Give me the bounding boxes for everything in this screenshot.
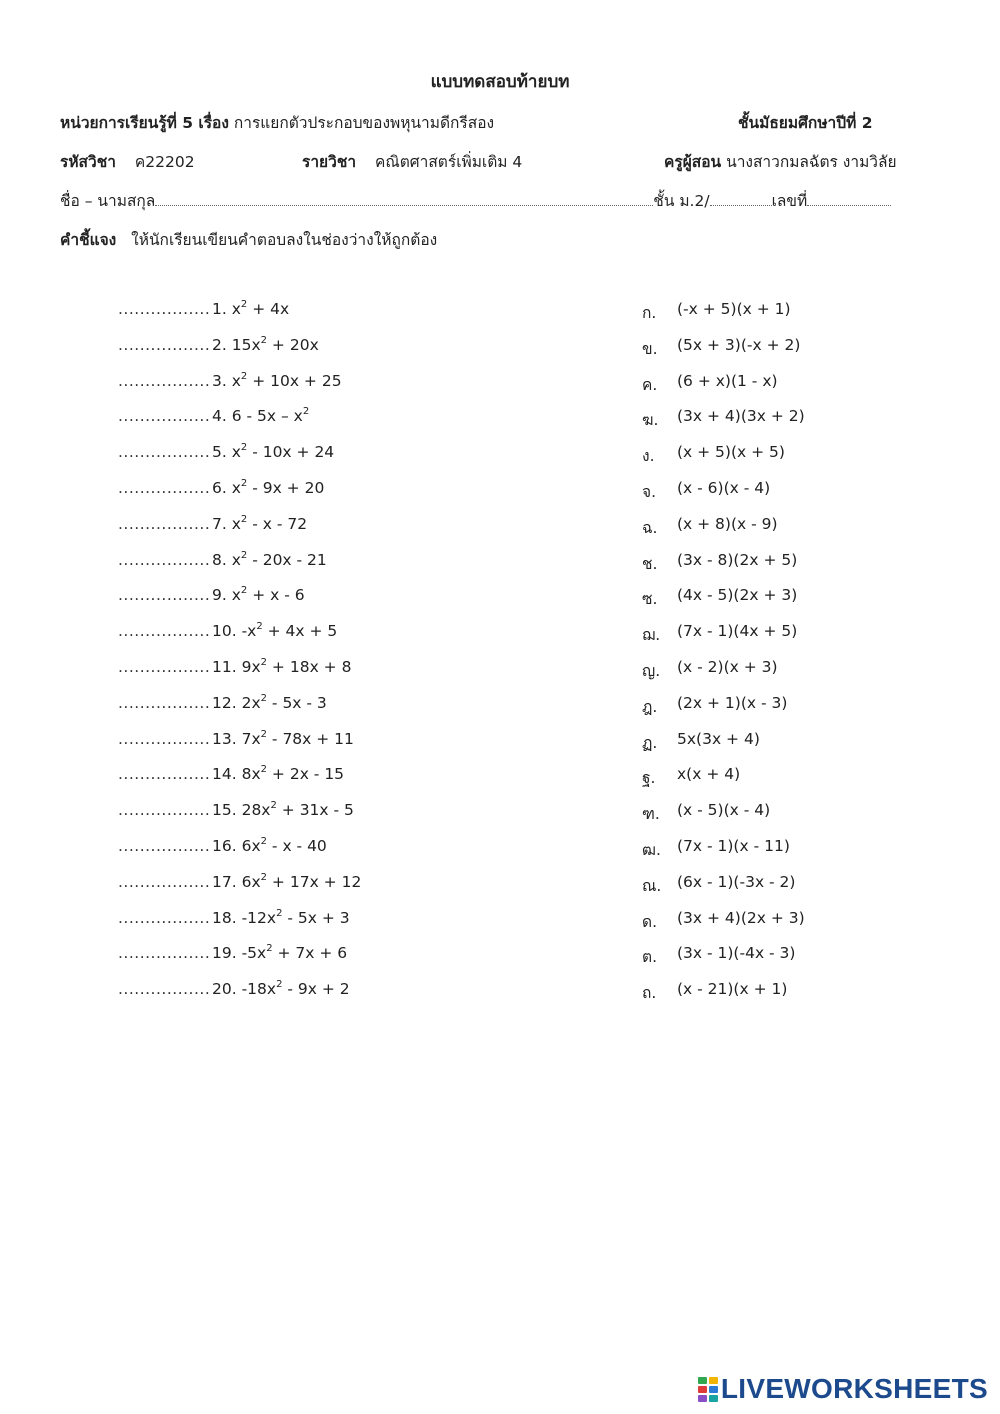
choice-text: (x - 2)(x + 3) bbox=[677, 658, 778, 676]
choice-letter: ค. bbox=[642, 375, 658, 394]
question-row bbox=[0, 515, 1000, 545]
answer-blank[interactable]: ................. bbox=[118, 837, 211, 855]
question-row bbox=[0, 658, 1000, 688]
class-field[interactable] bbox=[710, 191, 772, 206]
question-text-rest: + 17x + 12 bbox=[267, 872, 362, 891]
question-row bbox=[0, 694, 1000, 724]
exponent: 2 bbox=[240, 370, 248, 382]
exponent: 2 bbox=[260, 334, 267, 346]
choice-letter: ฎ. bbox=[642, 697, 658, 716]
choice-letter: ฏ. bbox=[642, 733, 658, 752]
choice-text: (6 + x)(1 - x) bbox=[677, 371, 778, 390]
choice-letter: ถ. bbox=[642, 984, 657, 1003]
question-expression bbox=[212, 372, 342, 390]
code-line bbox=[60, 149, 195, 174]
choice-text: (5x + 3)(-x + 2) bbox=[677, 335, 801, 354]
exponent: 2 bbox=[260, 836, 267, 847]
question-expression bbox=[212, 443, 334, 461]
answer-blank[interactable]: ................. bbox=[118, 335, 211, 354]
exponent: 2 bbox=[276, 907, 283, 919]
choice-letter: ช. bbox=[642, 554, 658, 573]
exponent: 2 bbox=[240, 442, 248, 454]
answer-blank[interactable]: ................. bbox=[118, 729, 211, 748]
question-text-rest: - 20x - 21 bbox=[247, 550, 327, 569]
question-text-rest: - 10x + 24 bbox=[247, 443, 335, 462]
question-text-rest: + 20x bbox=[267, 335, 319, 354]
answer-blank[interactable]: ................. bbox=[118, 622, 211, 641]
question-text: 19. -5x bbox=[212, 944, 267, 963]
answer-blank[interactable]: ................. bbox=[118, 300, 211, 318]
teacher-value: นางสาวกมลฉัตร งามวิลัย bbox=[726, 153, 897, 171]
question-row bbox=[0, 622, 1000, 652]
liveworksheets-icon bbox=[698, 1377, 718, 1402]
question-text-rest: - 5x - 3 bbox=[267, 693, 327, 712]
choice-text: (4x - 5)(2x + 3) bbox=[677, 586, 798, 605]
answer-blank[interactable]: ................. bbox=[118, 479, 211, 497]
question-expression bbox=[212, 873, 361, 891]
choice-text: (3x + 4)(3x + 2) bbox=[677, 407, 805, 426]
number-field[interactable] bbox=[807, 191, 891, 206]
exponent: 2 bbox=[260, 728, 267, 740]
choice-text: (x + 5)(x + 5) bbox=[677, 443, 785, 462]
exponent: 2 bbox=[240, 513, 248, 525]
liveworksheets-logo bbox=[698, 1373, 988, 1405]
question-text: 1. x bbox=[212, 300, 241, 318]
question-expression bbox=[212, 407, 309, 425]
choice-letter: ฐ. bbox=[642, 769, 656, 788]
choice-letter: ต. bbox=[642, 948, 657, 967]
choice-text: (3x - 8)(2x + 5) bbox=[677, 550, 798, 569]
exponent: 2 bbox=[260, 692, 267, 704]
question-row bbox=[0, 980, 1000, 1010]
question-expression bbox=[212, 586, 305, 604]
choice-letter: ฒ. bbox=[642, 841, 661, 859]
choice-text: x(x + 4) bbox=[677, 765, 741, 784]
logo-block bbox=[709, 1377, 718, 1384]
logo-block bbox=[698, 1377, 707, 1384]
question-text-rest: + 4x + 5 bbox=[262, 622, 338, 641]
answer-blank[interactable]: ................. bbox=[118, 550, 211, 569]
question-text: 20. -18x bbox=[212, 980, 277, 999]
question-text-rest: + 10x + 25 bbox=[247, 371, 342, 390]
question-text-rest: + 31x - 5 bbox=[276, 801, 354, 820]
question-expression bbox=[212, 622, 337, 640]
question-text: 5. x bbox=[212, 443, 241, 462]
exponent: 2 bbox=[240, 549, 248, 561]
subject-label: รายวิชา bbox=[302, 153, 357, 171]
question-text: 17. 6x bbox=[212, 872, 261, 891]
question-text-rest: + x - 6 bbox=[247, 586, 305, 605]
teacher-line bbox=[664, 149, 897, 174]
answer-blank[interactable]: ................. bbox=[118, 371, 211, 390]
choice-letter: ฌ. bbox=[642, 626, 661, 645]
unit-label: หน่วยการเรียนรู้ที่ 5 เรื่อง bbox=[60, 114, 229, 132]
choice-text: (x - 21)(x + 1) bbox=[677, 980, 788, 999]
question-text: 4. 6 - 5x – x bbox=[212, 407, 303, 426]
question-text-rest: - 9x + 2 bbox=[282, 980, 350, 999]
question-expression bbox=[212, 694, 327, 712]
question-expression bbox=[212, 944, 347, 962]
logo-block bbox=[709, 1395, 718, 1402]
logo-block bbox=[709, 1386, 718, 1393]
question-text-rest: + 2x - 15 bbox=[267, 765, 345, 784]
question-text: 13. 7x bbox=[212, 729, 261, 748]
choice-text: (7x - 1)(4x + 5) bbox=[677, 622, 798, 641]
answer-blank[interactable]: ................. bbox=[118, 944, 211, 963]
answer-blank[interactable]: ................. bbox=[118, 908, 211, 927]
question-text: 8. x bbox=[212, 550, 241, 569]
choice-text: (x + 8)(x - 9) bbox=[677, 514, 778, 533]
choice-text: (3x - 1)(-4x - 3) bbox=[677, 944, 796, 963]
question-row bbox=[0, 300, 1000, 330]
code-label: รหัสวิชา bbox=[60, 153, 116, 171]
choice-text: (2x + 1)(x - 3) bbox=[677, 693, 788, 712]
answer-blank[interactable]: ................. bbox=[118, 872, 211, 891]
question-text-rest: + 18x + 8 bbox=[267, 658, 352, 676]
question-expression bbox=[212, 765, 344, 783]
choice-letter: ฉ. bbox=[642, 518, 658, 537]
question-row bbox=[0, 730, 1000, 760]
question-text: 3. x bbox=[212, 371, 241, 390]
subject-value: คณิตศาสตร์เพิ่มเติม 4 bbox=[374, 153, 523, 171]
question-text-rest: - x - 72 bbox=[247, 514, 308, 533]
code-value: ค22202 bbox=[134, 153, 195, 171]
exponent: 2 bbox=[260, 657, 267, 668]
question-expression bbox=[212, 479, 324, 497]
question-text: 6. x bbox=[212, 479, 241, 497]
choice-letter: ฑ. bbox=[642, 805, 660, 824]
exponent: 2 bbox=[256, 621, 263, 633]
logo-block bbox=[698, 1386, 707, 1393]
question-text: 15. 28x bbox=[212, 801, 271, 820]
name-field[interactable] bbox=[155, 191, 653, 206]
instruction-line bbox=[60, 227, 437, 252]
question-row bbox=[0, 837, 1000, 867]
worksheet-title: แบบทดสอบท้ายบท bbox=[430, 72, 570, 92]
question-text-rest: - 9x + 20 bbox=[247, 479, 325, 497]
question-text-rest: + 7x + 6 bbox=[272, 944, 348, 963]
question-row bbox=[0, 443, 1000, 473]
question-text-rest: - x - 40 bbox=[267, 837, 327, 855]
question-expression bbox=[212, 336, 319, 354]
exponent: 2 bbox=[260, 871, 267, 883]
question-text: 9. x bbox=[212, 586, 241, 605]
question-row bbox=[0, 801, 1000, 831]
exponent: 2 bbox=[260, 764, 267, 776]
question-text: 2. 15x bbox=[212, 335, 261, 354]
choice-letter: ณ. bbox=[642, 876, 662, 895]
question-expression bbox=[212, 801, 354, 819]
question-expression bbox=[212, 551, 327, 569]
question-text: 10. -x bbox=[212, 622, 257, 641]
question-row bbox=[0, 765, 1000, 795]
question-row bbox=[0, 372, 1000, 402]
exponent: 2 bbox=[240, 299, 248, 310]
question-text: 18. -12x bbox=[212, 908, 277, 927]
question-expression bbox=[212, 300, 289, 318]
question-row bbox=[0, 479, 1000, 509]
logo-block bbox=[698, 1395, 707, 1402]
answer-blank[interactable]: ................. bbox=[118, 443, 211, 462]
grade-label: ชั้นมัธยมศึกษาปีที่ 2 bbox=[738, 114, 873, 132]
question-expression bbox=[212, 730, 354, 748]
unit-value: การแยกตัวประกอบของพหุนามดีกรีสอง bbox=[233, 114, 495, 132]
question-expression bbox=[212, 909, 350, 927]
choice-letter: ง. bbox=[642, 447, 655, 466]
answer-blank[interactable]: ................. bbox=[118, 693, 211, 712]
answer-blank[interactable]: ................. bbox=[118, 765, 211, 784]
exponent: 2 bbox=[270, 800, 277, 812]
answer-blank[interactable]: ................. bbox=[118, 586, 211, 605]
question-row bbox=[0, 944, 1000, 974]
answer-blank[interactable]: ................. bbox=[118, 514, 211, 533]
question-text: 16. 6x bbox=[212, 837, 261, 855]
question-text: 12. 2x bbox=[212, 693, 261, 712]
exponent: 2 bbox=[240, 585, 248, 597]
choice-text: (x - 5)(x - 4) bbox=[677, 801, 771, 820]
choice-letter: ด. bbox=[642, 912, 657, 931]
question-text-rest: + 4x bbox=[247, 300, 290, 318]
answer-blank[interactable]: ................. bbox=[118, 407, 211, 426]
question-row bbox=[0, 407, 1000, 437]
choice-text: (7x - 1)(x - 11) bbox=[677, 837, 790, 855]
question-text-rest: - 5x + 3 bbox=[282, 908, 350, 927]
choice-letter: ก. bbox=[642, 304, 657, 322]
class-label: ชั้น ม.2/ bbox=[653, 192, 710, 210]
instruction-label: คำชี้แจง bbox=[60, 231, 117, 249]
subject-line bbox=[302, 149, 522, 174]
instruction-text: ให้นักเรียนเขียนคำตอบลงในช่องว่างให้ถูกต้อง bbox=[131, 231, 438, 249]
answer-blank[interactable]: ................. bbox=[118, 980, 211, 999]
question-text: 7. x bbox=[212, 514, 241, 533]
question-expression bbox=[212, 515, 307, 533]
question-text-rest: - 78x + 11 bbox=[267, 729, 354, 748]
choice-text: (x - 6)(x - 4) bbox=[677, 479, 771, 497]
choice-text: (3x + 4)(2x + 3) bbox=[677, 908, 805, 927]
question-row bbox=[0, 909, 1000, 939]
choice-text: 5x(3x + 4) bbox=[677, 729, 760, 748]
question-row bbox=[0, 336, 1000, 366]
choice-letter: ข. bbox=[642, 339, 658, 358]
answer-blank[interactable]: ................. bbox=[118, 801, 211, 820]
choice-letter: จ. bbox=[642, 483, 657, 501]
choice-text: (6x - 1)(-3x - 2) bbox=[677, 872, 796, 891]
choice-letter: ฆ. bbox=[642, 411, 659, 430]
choice-letter: ญ. bbox=[642, 662, 661, 680]
exponent: 2 bbox=[302, 406, 310, 418]
answer-blank[interactable]: ................. bbox=[118, 658, 211, 676]
brand-text: LIVEWORKSHEETS bbox=[720, 1373, 988, 1404]
question-expression bbox=[212, 837, 327, 855]
exponent: 2 bbox=[266, 943, 273, 955]
exponent: 2 bbox=[240, 478, 248, 489]
name-label: ชื่อ – นามสกุล bbox=[60, 192, 156, 210]
question-row bbox=[0, 586, 1000, 616]
teacher-label: ครูผู้สอน bbox=[664, 153, 722, 171]
choice-letter: ซ. bbox=[642, 590, 658, 609]
question-text: 11. 9x bbox=[212, 658, 261, 676]
choice-text: (-x + 5)(x + 1) bbox=[677, 300, 791, 318]
question-text: 14. 8x bbox=[212, 765, 261, 784]
question-row bbox=[0, 551, 1000, 581]
number-label: เลขที่ bbox=[771, 192, 808, 210]
question-expression bbox=[212, 658, 351, 676]
unit-line bbox=[60, 110, 494, 135]
name-line bbox=[60, 188, 891, 213]
exponent: 2 bbox=[276, 979, 283, 991]
question-expression bbox=[212, 980, 350, 998]
question-row bbox=[0, 873, 1000, 903]
